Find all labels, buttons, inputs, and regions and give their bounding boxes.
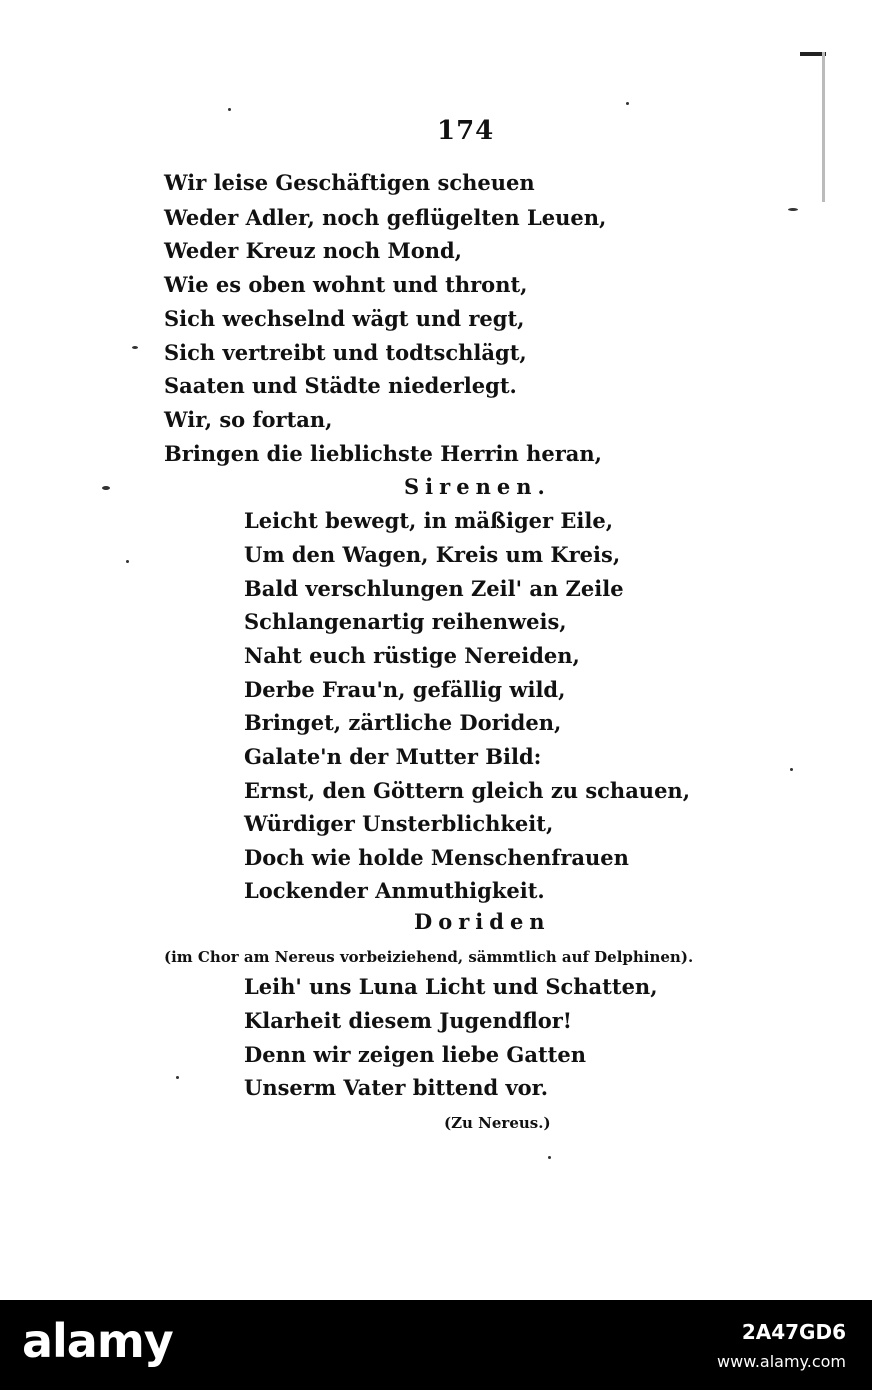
speaker-heading: Sirenen. [404, 474, 551, 499]
verse-line: Bald verschlungen Zeil' an Zeile [244, 576, 624, 601]
verse-line: Doch wie holde Menschenfrauen [244, 845, 629, 870]
verse-line: Leih' uns Luna Licht und Schatten, [244, 974, 658, 999]
image-id: 2A47GD6 [741, 1320, 846, 1344]
verse-line: Um den Wagen, Kreis um Kreis, [244, 542, 621, 567]
verse-line: Saaten und Städte niederlegt. [164, 373, 517, 398]
verse-line: Derbe Frau'n, gefällig wild, [244, 677, 566, 702]
scan-speck [548, 1156, 551, 1159]
verse-line: Unserm Vater bittend vor. [244, 1075, 549, 1100]
verse-line: Wir, so fortan, [164, 407, 333, 432]
page-number: 174 [437, 116, 495, 146]
scan-speck [626, 102, 629, 105]
verse-line: Würdiger Unsterblichkeit, [244, 811, 554, 836]
brand-logo: alamy [22, 1314, 173, 1368]
verse-line: Klarheit diesem Jugendflor! [244, 1008, 573, 1033]
verse-line: Leicht bewegt, in mäßiger Eile, [244, 508, 614, 533]
scan-speck [790, 768, 793, 771]
verse-line: Denn wir zeigen liebe Gatten [244, 1042, 586, 1067]
speaker-heading: Doriden [414, 909, 551, 934]
verse-line: Bringet, zärtliche Doriden, [244, 710, 562, 735]
verse-line: Wie es oben wohnt und thront, [164, 272, 528, 297]
stage-direction: (Zu Nereus.) [444, 1114, 551, 1132]
verse-line: Lockender Anmuthigkeit. [244, 878, 545, 903]
scan-edge-line [822, 52, 825, 202]
verse-line: Naht euch rüstige Nereiden, [244, 643, 580, 668]
scan-speck [176, 1076, 179, 1079]
stage-direction: (im Chor am Nereus vorbeiziehend, sämmtlich auf Delphinen). [164, 948, 694, 966]
scan-speck [228, 108, 231, 111]
verse-line: Sich vertreibt und todtschlägt, [164, 340, 527, 365]
scan-speck [102, 486, 110, 490]
scan-speck [126, 560, 129, 563]
verse-line: Weder Adler, noch geflügelten Leuen, [164, 205, 607, 230]
verse-line: Galate'n der Mutter Bild: [244, 744, 542, 769]
watermark-banner [0, 1300, 872, 1390]
verse-line: Sich wechselnd wägt und regt, [164, 306, 525, 331]
scan-speck [788, 208, 798, 211]
site-url: www.alamy.com [717, 1352, 846, 1371]
verse-line: Weder Kreuz noch Mond, [164, 238, 462, 263]
verse-line: Schlangenartig reihenweis, [244, 609, 567, 634]
verse-line: Wir leise Geschäftigen scheuen [164, 170, 535, 195]
scan-speck [132, 346, 138, 349]
verse-line: Ernst, den Göttern gleich zu schauen, [244, 778, 691, 803]
verse-line: Bringen die lieblichste Herrin heran, [164, 441, 602, 466]
